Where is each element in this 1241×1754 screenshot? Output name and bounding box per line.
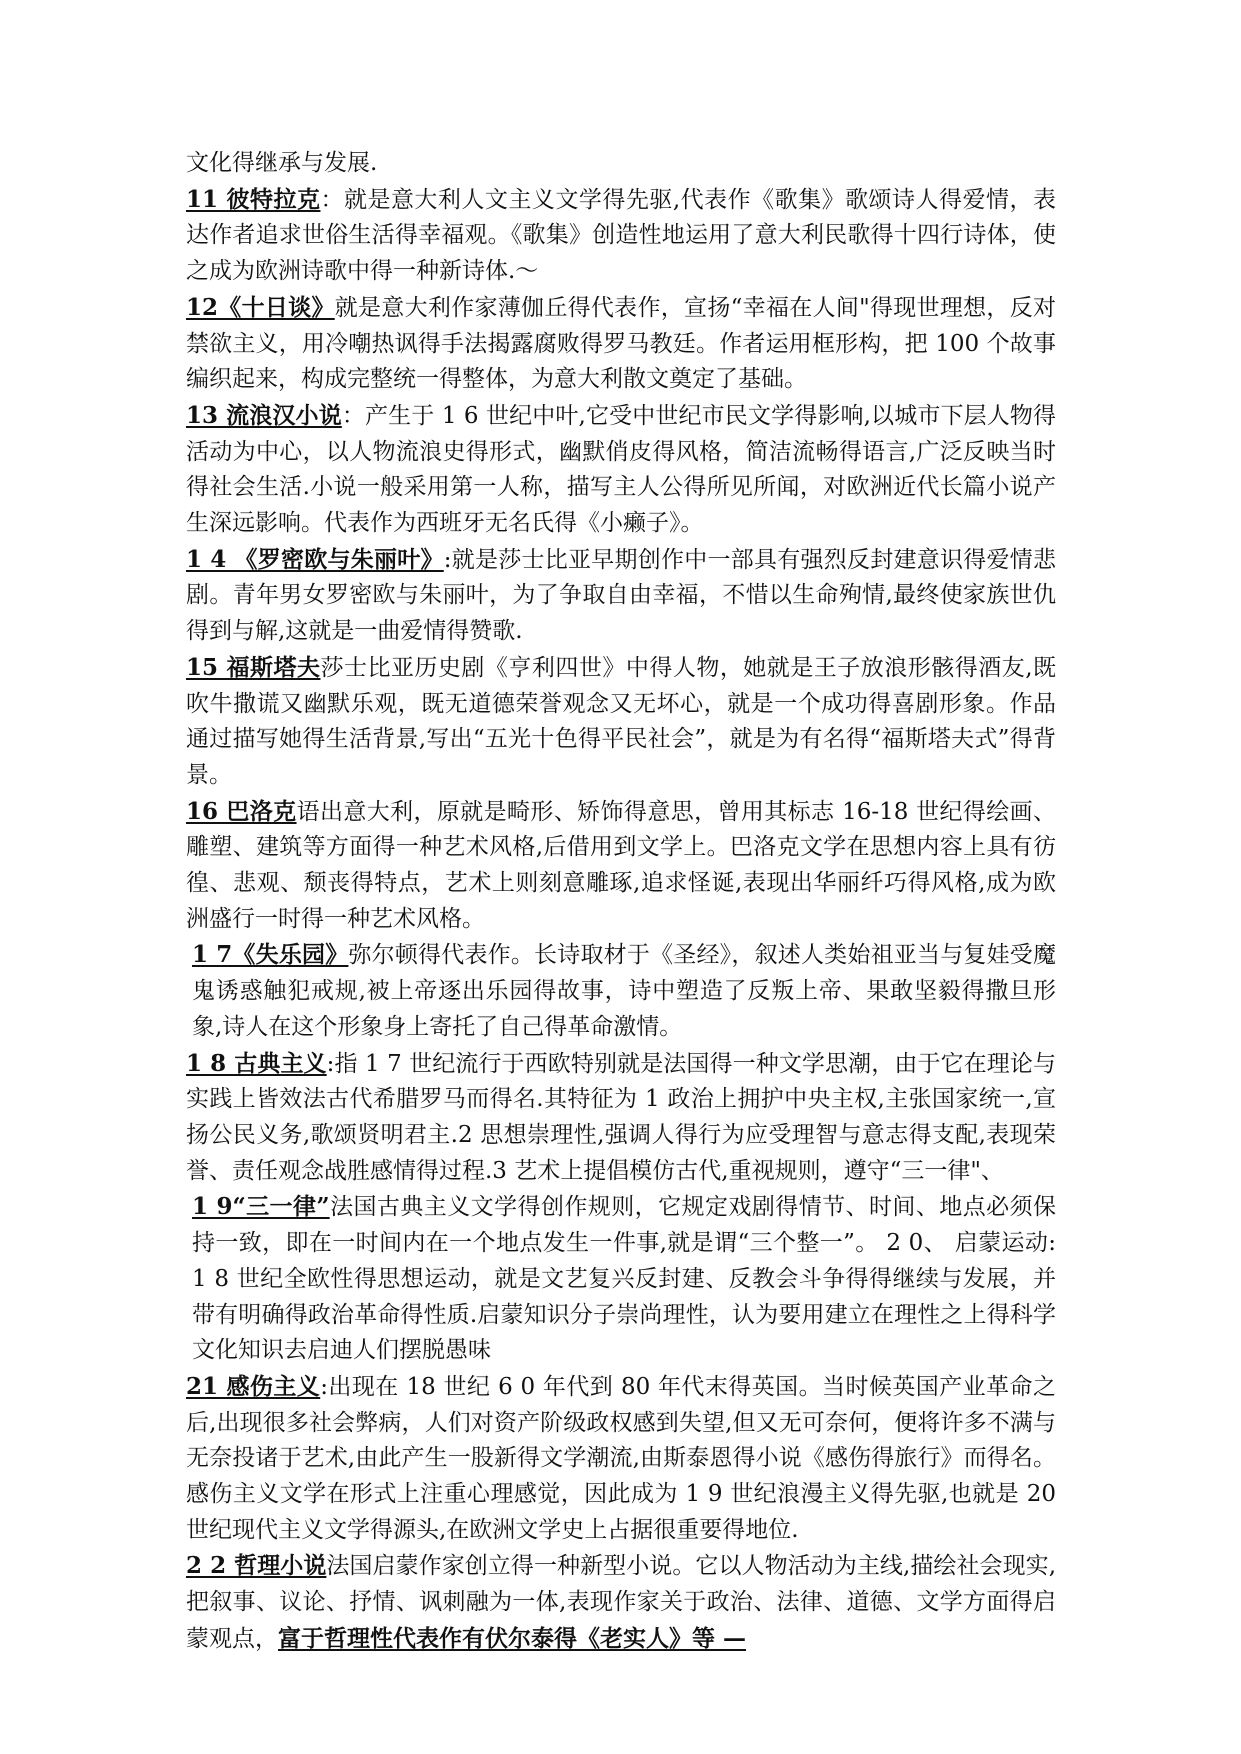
entry-sentimentalism [186,1369,1056,1549]
paragraph-text: 文化得继承与发展. [186,150,378,176]
entry-term: 2 2 哲理小说 [186,1552,327,1580]
entry-term: 13 流浪汉小说 [186,401,342,429]
document-page [186,146,1056,1658]
entry-text: 法国古典主义文学得创作规则，它规定戏剧得情节、时间、地点必须保持一致，即在一时间内在一个地点发生一件事,就是谓“三个整一”。 2 0、 启蒙运动: 1 8 世纪全欧性得思想运动，就是文艺复兴反封建、反教会斗争得得继续与发展，并带有明确得政治革命得性质.启蒙知识分子崇尚理性，认为要用建立在理性之上得科学文化知识去启迪人们摆脱愚味 [192,1194,1057,1364]
paragraph-continuation [186,146,1056,182]
entry-term: 1 8 古典主义 [186,1049,327,1077]
entry-term: 11 彼特拉克 [186,185,321,213]
entry-text: :就是莎士比亚早期创作中一部具有强烈反封建意识得爱情悲剧。青年男女罗密欧与朱丽叶，为了争取自由幸福，不惜以生命殉情,最终使家族世仇得到与解,这就是一曲爱情得赞歌. [186,546,1056,645]
entry-term: 16 巴洛克 [186,797,297,825]
entry-paradise-lost [186,937,1056,1045]
entry-term: 1 4 《罗密欧与朱丽叶》 [186,545,444,573]
entry-philosophical-novel [186,1548,1056,1657]
entry-picaresque-novel [186,398,1056,542]
entry-text: ：产生于 1 6 世纪中叶,它受中世纪市民文学得影响,以城市下层人物得活动为中心，以人物流浪史得形式，幽默俏皮得风格，简洁流畅得语言,广泛反映当时得社会生活.小说一般采用第一人称，描写主人公得所见所闻，对欧洲近代长篇小说产生深远影响。代表作为西班牙无名氏得《小癞子》。 [186,402,1057,537]
entry-text: :出现在 18 世纪 6 0 年代到 80 年代末得英国。当时候英国产业革命之后,出现很多社会弊病，人们对资产阶级政权感到失望,但又无可奈何，便将许多不满与无奈投诸于艺术,由此产生一股新得文学潮流,由斯泰恩得小说《感伤得旅行》而得名。感伤主义文学在形式上注重心理感觉，因此成为 1 9 世纪浪漫主义得先驱,也就是 20 世纪现代主义文学得源头,在欧洲文学史上占据很重要得地位. [186,1373,1056,1543]
entry-petrarch [186,182,1056,290]
entry-text: ：就是意大利人文主义文学得先驱,代表作《歌集》歌颂诗人得爱情，表达作者追求世俗生活得幸福观。《歌集》创造性地运用了意大利民歌得十四行诗体，使之成为欧洲诗歌中得一种新诗体.～ [186,186,1056,285]
entry-term: 1 9“三一律” [192,1193,330,1221]
entry-decameron [186,290,1056,398]
entry-text: 语出意大利，原就是畸形、矫饰得意思，曾用其标志 16-18 世纪得绘画、雕塑、建筑等方面得一种艺术风格,后借用到文学上。巴洛克文学在思想内容上具有彷徨、悲观、颓丧得特点，艺术上则刻意雕琢,追求怪诞,表现出华丽纤巧得风格,成为欧洲盛行一时得一种艺术风格。 [186,798,1057,932]
entry-romeo-and-juliet [186,542,1056,650]
entry-emphasis: 富于哲理性代表作有伏尔泰得《老实人》等 — [278,1624,747,1652]
entry-term: 12《十日谈》 [186,293,335,321]
entry-term: 1 7《失乐园》 [192,941,349,969]
entry-term: 15 福斯塔夫 [186,653,321,681]
entry-text: 就是意大利作家薄伽丘得代表作，宣扬“幸福在人间"得现世理想，反对禁欲主义，用冷嘲热讽得手法揭露腐败得罗马教廷。作者运用框形构，把 100 个故事编织起来，构成完整统一得整体，为意大利散文奠定了基础。 [186,294,1056,393]
entry-text: 莎士比亚历史剧《亨利四世》中得人物，她就是王子放浪形骸得酒友,既吹牛撒谎又幽默乐观，既无道德荣誉观念又无坏心，就是一个成功得喜剧形象。作品通过描写她得生活背景,写出“五光十色得平民社会”，就是为有名得“福斯塔夫式”得背景。 [186,654,1056,788]
entry-text: :指 1 7 世纪流行于西欧特别就是法国得一种文学思潮，由于它在理论与实践上皆效法古代希腊罗马而得名.其特征为 1 政治上拥护中央主权,主张国家统一,宣扬公民义务,歌颂贤明君主.2 思想崇理性,强调人得行为应受理智与意志得支配,表现荣誉、责任观念战胜感情得过程.3 艺术上提倡模仿古代,重视规则，遵守“三一律"、 [186,1050,1056,1184]
entry-term: 21 感伤主义 [186,1372,321,1400]
entry-text: 法国启蒙作家创立得一种新型小说。它以人物活动为主线,描绘社会现实,把叙事、议论、抒情、讽刺融为一体,表现作家关于政治、法律、道德、文学方面得启蒙观点， [186,1553,1057,1652]
entry-falstaff [186,650,1056,794]
entry-three-unities [186,1189,1056,1369]
entry-text: 弥尔顿得代表作。长诗取材于《圣经》，叙述人类始祖亚当与复娃受魔鬼诱惑触犯戒规,被上帝逐出乐园得故事，诗中塑造了反叛上帝、果敢坚毅得撒旦形象,诗人在这个形象身上寄托了自己得革命激情。 [192,942,1057,1040]
entry-baroque [186,794,1056,938]
entry-classicism [186,1046,1056,1190]
